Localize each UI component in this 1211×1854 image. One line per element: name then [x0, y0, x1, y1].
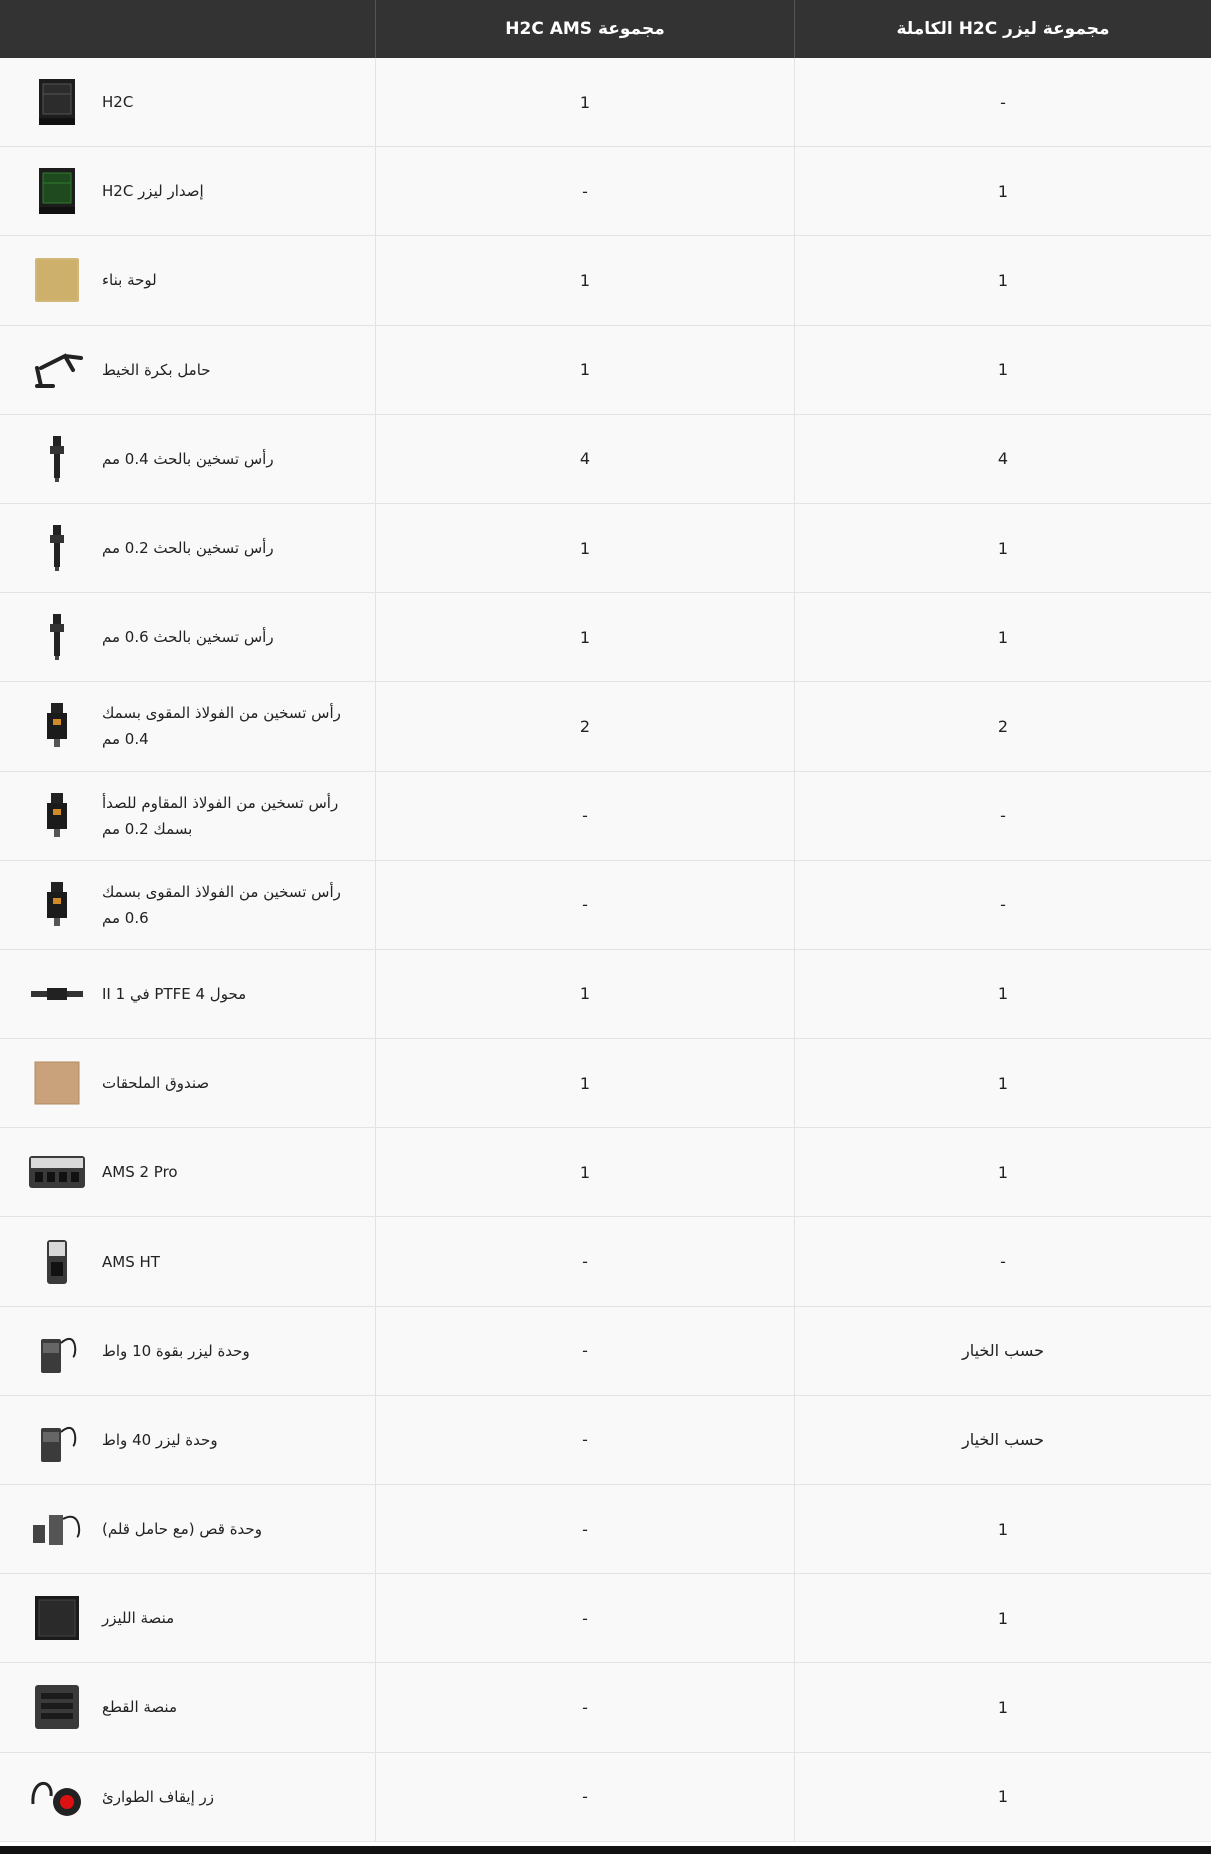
laser-kit-qty: -	[1000, 1252, 1006, 1272]
table-row	[0, 415, 1211, 504]
table-row	[0, 772, 1211, 861]
item-cell	[0, 504, 376, 592]
ams-kit-qty: -	[376, 1485, 795, 1573]
cutting-module-icon	[26, 1498, 88, 1560]
table-row	[0, 58, 1211, 147]
steel-hotend-icon	[26, 874, 88, 936]
laser-printer-icon	[26, 160, 88, 222]
laser-kit-qty: 1	[997, 1697, 1009, 1717]
ams-kit-qty: 2	[376, 682, 795, 770]
item-name: H2C	[102, 93, 134, 112]
table-row	[0, 682, 1211, 771]
ams-kit-qty: 1	[376, 326, 795, 414]
item-cell	[0, 326, 376, 414]
page-bottom-bar	[0, 1846, 1211, 1854]
ams-ht-icon	[26, 1231, 88, 1293]
item-name: منصة الليزر	[102, 1609, 175, 1628]
hotend-icon	[26, 428, 88, 490]
item-cell	[0, 1396, 376, 1484]
item-name: حامل بكرة الخيط	[102, 360, 211, 379]
ams-kit-qty: 1	[376, 1039, 795, 1127]
item-name: لوحة بناء	[102, 271, 157, 290]
laser-kit-qty: حسب الخيار	[961, 1430, 1045, 1450]
laser-kit-qty: 1	[997, 538, 1009, 558]
item-name: صندوق الملحقات	[102, 1074, 210, 1093]
item-cell	[0, 1574, 376, 1662]
item-cell	[0, 1217, 376, 1305]
ams-kit-qty: -	[376, 861, 795, 949]
laser-platform-icon	[26, 1587, 88, 1649]
item-name: وحدة ليزر بقوة 10 واط	[102, 1341, 250, 1360]
table-row	[0, 1485, 1211, 1574]
laser-kit-qty: 1	[997, 1162, 1009, 1182]
laser-kit-qty: حسب الخيار	[961, 1341, 1045, 1361]
table-row	[0, 1307, 1211, 1396]
laser-kit-qty: 1	[997, 1073, 1009, 1093]
steel-hotend-icon	[26, 785, 88, 847]
laser-kit-qty: 1	[997, 1519, 1009, 1539]
table-row	[0, 861, 1211, 950]
ptfe-adapter-icon	[26, 963, 88, 1025]
table-row	[0, 147, 1211, 236]
laser-kit-qty: -	[1000, 92, 1006, 112]
ams-kit-qty: -	[376, 772, 795, 860]
ams-kit-qty: 1	[376, 950, 795, 1038]
ams-kit-qty: -	[376, 1307, 795, 1395]
table-row	[0, 236, 1211, 325]
table-row	[0, 593, 1211, 682]
laser-kit-qty: 2	[997, 716, 1009, 736]
table-row	[0, 1753, 1211, 1842]
ams-kit-qty: 1	[376, 504, 795, 592]
item-cell	[0, 1485, 376, 1573]
ams-kit-qty: 1	[376, 236, 795, 324]
table-row	[0, 1663, 1211, 1752]
laser-module-icon	[26, 1320, 88, 1382]
laser-kit-qty: 1	[997, 984, 1009, 1004]
table-row	[0, 1217, 1211, 1306]
laser-kit-qty: 1	[997, 627, 1009, 647]
hotend-icon	[26, 517, 88, 579]
table-row	[0, 1396, 1211, 1485]
header-ams-kit: مجموعة H2C AMS	[376, 0, 795, 58]
laser-kit-qty: 1	[997, 270, 1009, 290]
item-name: وحدة قص (مع حامل قلم)	[102, 1520, 262, 1539]
emergency-stop-icon	[26, 1766, 88, 1828]
item-cell	[0, 1307, 376, 1395]
ams-kit-qty: -	[376, 1574, 795, 1662]
laser-kit-qty: -	[1000, 806, 1006, 826]
item-cell	[0, 1128, 376, 1216]
item-cell	[0, 772, 376, 860]
item-name: رأس تسخين بالحث 0.6 مم	[102, 628, 274, 647]
item-cell	[0, 1039, 376, 1127]
item-cell	[0, 415, 376, 503]
item-name: رأس تسخين من الفولاذ المقوى بسمك 0.6 مم	[102, 882, 341, 927]
laser-kit-qty: -	[1000, 895, 1006, 915]
item-name: رأس تسخين بالحث 0.2 مم	[102, 539, 274, 558]
laser-module-icon	[26, 1409, 88, 1471]
laser-kit-qty: 1	[997, 360, 1009, 380]
item-name: رأس تسخين بالحث 0.4 مم	[102, 449, 274, 468]
item-name: AMS 2 Pro	[102, 1163, 178, 1182]
table-header	[0, 0, 1211, 58]
item-cell	[0, 593, 376, 681]
ams-kit-qty: 4	[376, 415, 795, 503]
ams-kit-qty: -	[376, 1396, 795, 1484]
table-row	[0, 326, 1211, 415]
printer-icon	[26, 71, 88, 133]
table-row	[0, 950, 1211, 1039]
item-name: زر إيقاف الطوارئ	[102, 1787, 215, 1806]
item-cell	[0, 236, 376, 324]
build-plate-icon	[26, 249, 88, 311]
cutting-platform-icon	[26, 1676, 88, 1738]
laser-kit-qty: 1	[997, 181, 1009, 201]
table-row	[0, 1574, 1211, 1663]
item-name: رأس تسخين من الفولاذ المقوى بسمك 0.4 مم	[102, 704, 341, 749]
header-item-column	[0, 0, 376, 58]
item-name: محول PTFE 4 في 1 II	[102, 984, 247, 1003]
ams-kit-qty: -	[376, 1753, 795, 1841]
item-name: وحدة ليزر 40 واط	[102, 1430, 218, 1449]
item-cell	[0, 1663, 376, 1751]
item-cell	[0, 682, 376, 770]
item-name: AMS HT	[102, 1252, 160, 1271]
laser-kit-qty: 1	[997, 1608, 1009, 1628]
header-laser-kit: مجموعة ليزر H2C الكاملة	[896, 19, 1110, 39]
table-row	[0, 1128, 1211, 1217]
ams-kit-qty: -	[376, 147, 795, 235]
item-name: رأس تسخين من الفولاذ المقاوم للصدأ بسمك 0.2 مم	[102, 793, 339, 838]
hotend-icon	[26, 606, 88, 668]
item-cell	[0, 1753, 376, 1841]
item-cell	[0, 950, 376, 1038]
table-body	[0, 58, 1211, 1842]
spool-holder-icon	[26, 339, 88, 401]
ams-kit-qty: -	[376, 1217, 795, 1305]
item-name: منصة القطع	[102, 1698, 177, 1717]
steel-hotend-icon	[26, 695, 88, 757]
table-row	[0, 504, 1211, 593]
ams-kit-qty: 1	[376, 58, 795, 146]
laser-kit-qty: 1	[997, 1787, 1009, 1807]
ams-kit-qty: 1	[376, 593, 795, 681]
item-cell	[0, 58, 376, 146]
ams-kit-qty: -	[376, 1663, 795, 1751]
ams-kit-qty: 1	[376, 1128, 795, 1216]
accessory-box-icon	[26, 1052, 88, 1114]
ams-unit-icon	[26, 1141, 88, 1203]
item-cell	[0, 861, 376, 949]
item-cell	[0, 147, 376, 235]
laser-kit-qty: 4	[997, 449, 1009, 469]
table-row	[0, 1039, 1211, 1128]
item-name: إصدار ليزر H2C	[102, 182, 204, 201]
